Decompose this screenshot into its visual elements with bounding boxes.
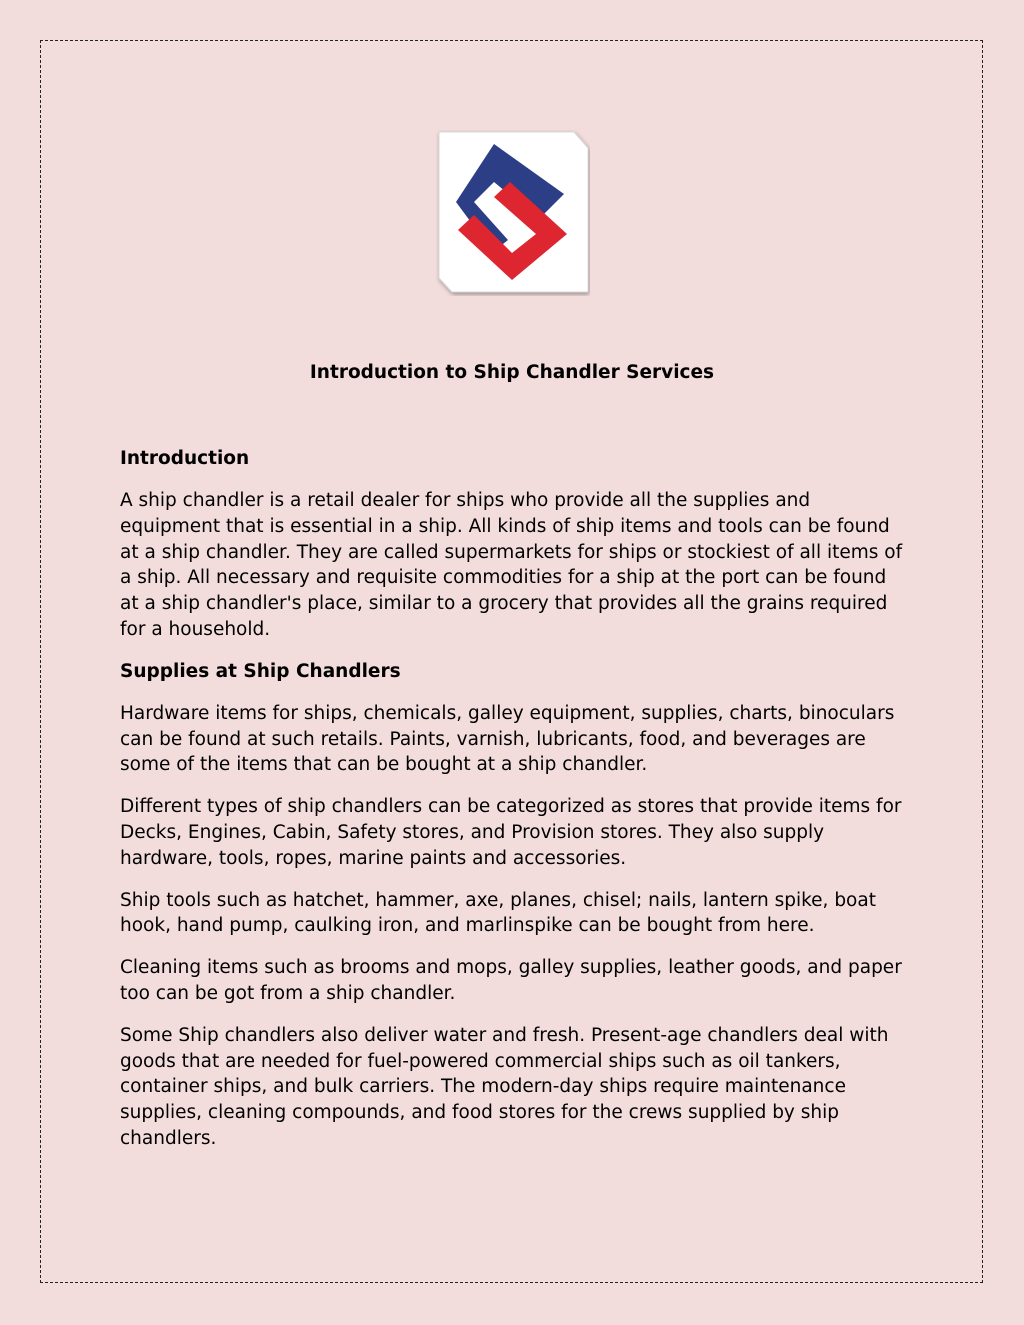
section-heading-supplies: Supplies at Ship Chandlers [120,660,401,682]
document-title: Introduction to Ship Chandler Services [309,362,715,383]
supplies-paragraph-hardware: Hardware items for ships, chemicals, galley equipment, supplies, charts, binoculars can be found at such retails. Paints, varnish, lubricants, food, and beverages are some of the items that can be bought at a ship chandler. [120,702,895,776]
supplies-paragraph-types: Different types of ship chandlers can be categorized as stores that provide items for Decks, Engines, Cabin, Safety stores, and Provision stores. They also supply hardware, tools, ropes, marine paints and accessories. [120,796,902,869]
section-heading-introduction: Introduction [120,448,250,469]
supplies-paragraph-tools: Ship tools such as hatchet, hammer, axe, planes, chisel; nails, lantern spike, boat hook, hand pump, caulking iron, and marlinspike can be bought from here. [120,889,876,937]
intro-paragraph: A ship chandler is a retail dealer for ships who provide all the supplies and equipment that is essential in a ship. All kinds of ship items and tools can be found at a ship chandler. They are called supermarkets for ships or stockiest of all items of a ship. All necessary and requisite commodities for a ship at the port can be found at a ship chandler's place, similar to a grocery that provides all the grains required for a household. [120,490,903,640]
document-body [120,446,910,1168]
ss-logo-icon [436,130,590,296]
supplies-paragraph-modern: Some Ship chandlers also deliver water and fresh. Present-age chandlers deal with goods that are needed for fuel-powered commercial ships such as oil tankers, container ships, and bulk carriers. The modern-day ships require maintenance supplies, cleaning compounds, and food stores for the crews supplied by ship chandlers. [120,1024,889,1149]
supplies-paragraph-cleaning: Cleaning items such as brooms and mops, galley supplies, leather goods, and paper too can be got from a ship chandler. [120,957,902,1004]
